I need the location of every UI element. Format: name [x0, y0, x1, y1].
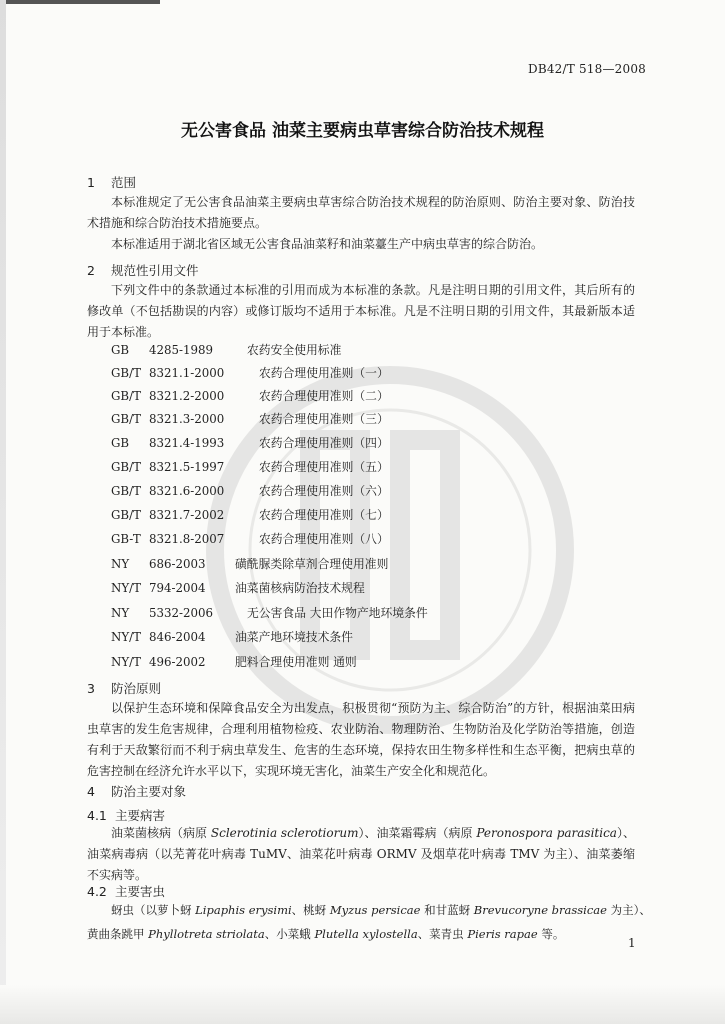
paragraph: 蚜虫（以萝卜蚜 Lipaphis erysimi、桃蚜 Myzus persicae 和甘蓝蚜 Brevucoryne brassicae 为主）、 [111, 903, 651, 917]
paragraph: 本标准适用于湖北省区域无公害食品油菜籽和油菜薹生产中病虫草害的综合防治。 [111, 237, 544, 251]
reference-item: GB 8321.4-1993 农药合理使用准则（四） [111, 436, 389, 450]
scan-left-edge [0, 0, 6, 1024]
paragraph: 下列文件中的条款通过本标准的引用而成为本标准的条款。凡是注明日期的引用文件，其后所有的修改单（不包括勘误的内容）或修订版均不适用于本标准。凡是不注明日期的引用文件，其最新版本适用于本标准。 [87, 283, 635, 339]
reference-item: NY/T 846-2004 油菜产地环境技术条件 [111, 630, 353, 644]
reference-item: NY 686-2003 磺酰脲类除草剂合理使用准则 [111, 557, 389, 571]
reference-item: NY/T 794-2004 油菜菌核病防治技术规程 [111, 581, 365, 595]
section-number: 4.2 [87, 884, 107, 899]
reference-item: NY/T 496-2002 肥料合理使用准则 通则 [111, 655, 357, 669]
reference-item: GB/T 8321.7-2002 农药合理使用准则（七） [111, 508, 389, 522]
scan-top-bar [0, 0, 160, 4]
scan-bottom-edge [0, 985, 725, 1024]
section-number: 1 [87, 175, 95, 190]
section-title: 防治原则 [111, 681, 162, 696]
section-number: 2 [87, 263, 95, 278]
section-3-heading [87, 679, 161, 697]
section-1-heading [87, 173, 136, 191]
section-title: 主要害虫 [115, 884, 166, 899]
reference-item: GB/T 8321.5-1997 农药合理使用准则（五） [111, 460, 389, 474]
section-number: 4.1 [87, 808, 107, 823]
paragraph: 本标准规定了无公害食品油菜主要病虫草害综合防治技术规程的防治原则、防治主要对象、防治技术措施和综合防治技术措施要点。 [87, 195, 635, 230]
reference-item: GB/T 8321.1-2000 农药合理使用准则（一） [111, 366, 389, 380]
paragraph: 以保护生态环境和保障食品安全为出发点，积极贯彻“预防为主、综合防治”的方针，根据油菜田病虫草害的发生危害规律，合理利用植物检疫、农业防治、物理防治、生物防治及化学防治等措施，创造有利于天敌繁衍而不利于病虫草发生、危害的生态环境，保持农田生物多样性和生态平衡，把病虫草的危害控制在经济允许水平以下，实现环境无害化，油菜生产安全化和规范化。 [87, 701, 635, 778]
reference-item: GB 4285-1989 农药安全使用标准 [111, 343, 342, 357]
section-title: 范围 [111, 175, 137, 190]
paragraph: 黄曲条跳甲 Phyllotreta striolata、小菜蛾 Plutella xylostella、菜青虫 Pieris rapae 等。 [87, 927, 565, 941]
section-4-1-heading [87, 806, 165, 824]
document-number: DB42/T 518—2008 [528, 62, 647, 76]
section-title: 规范性引用文件 [111, 263, 199, 278]
section-number: 3 [87, 681, 95, 696]
reference-item: GB/T 8321.3-2000 农药合理使用准则（三） [111, 412, 389, 426]
section-title: 主要病害 [115, 808, 166, 823]
page-title: 无公害食品 油菜主要病虫草害综合防治技术规程 [181, 121, 544, 141]
section-2-heading [87, 261, 199, 279]
section-number: 4 [87, 784, 95, 799]
reference-item: GB/T 8321.6-2000 农药合理使用准则（六） [111, 484, 389, 498]
page-number: 1 [628, 936, 636, 950]
section-4-heading [87, 782, 186, 800]
section-4-2-heading [87, 882, 165, 900]
reference-item: GB/T 8321.2-2000 农药合理使用准则（二） [111, 389, 389, 403]
reference-item: NY 5332-2006 无公害食品 大田作物产地环境条件 [111, 606, 428, 620]
section-title: 防治主要对象 [111, 784, 187, 799]
paragraph: 油菜菌核病（病原 Sclerotinia sclerotiorum）、油菜霜霉病（病原 Peronospora parasitica）、油菜病毒病（以芜菁花叶病毒 TuMV、油菜花叶病毒 ORMV 及烟草花叶病毒 TMV 为主）、油菜萎缩不实病等。 [87, 826, 635, 882]
reference-item: GB-T 8321.8-2007 农药合理使用准则（八） [111, 532, 389, 546]
